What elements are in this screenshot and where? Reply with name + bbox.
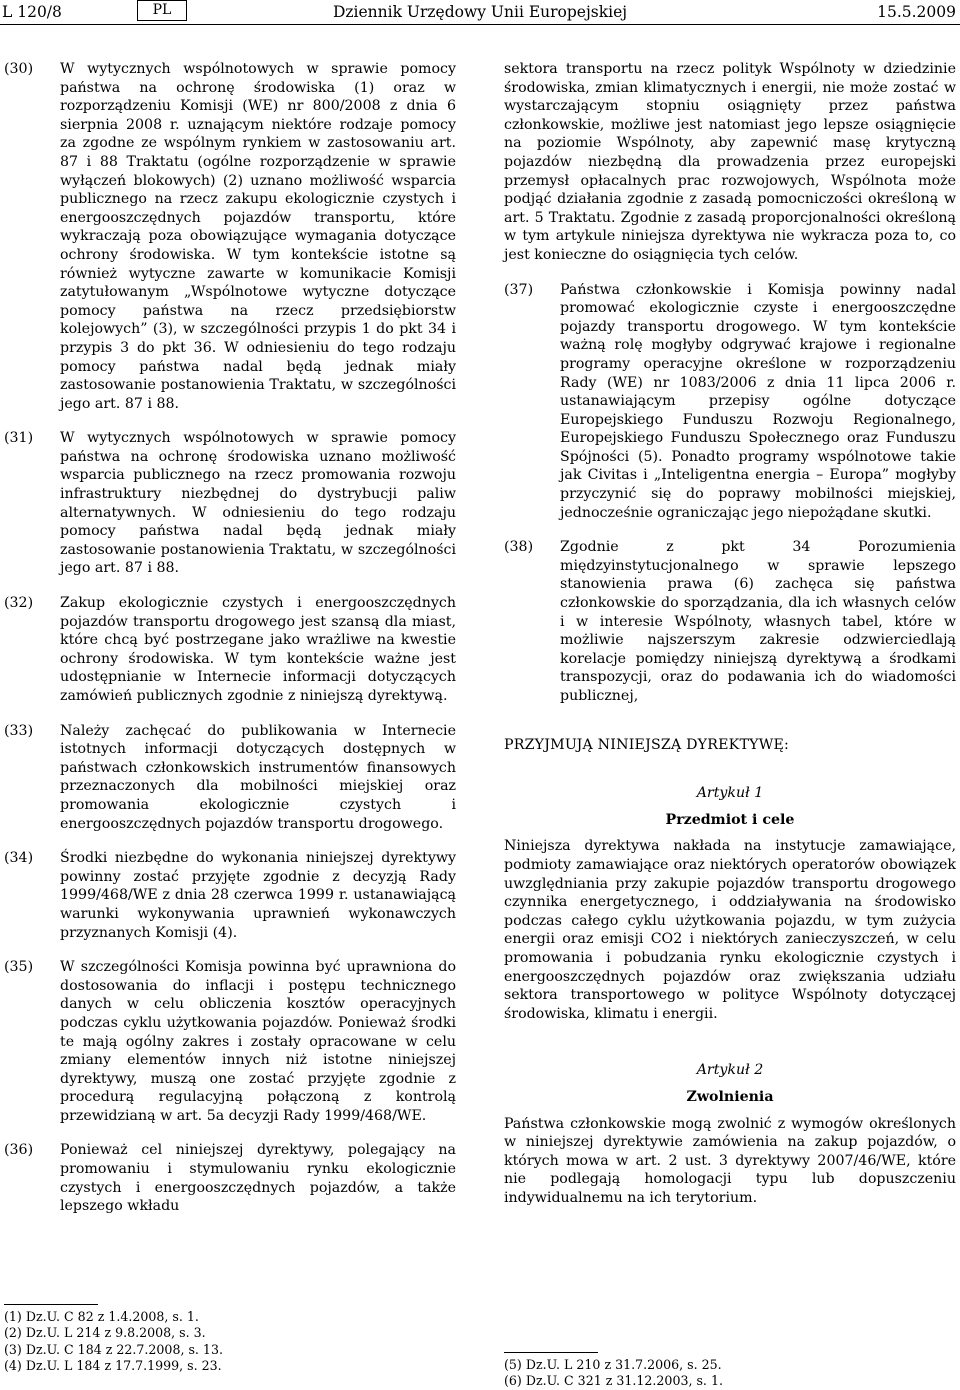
journal-title: Dziennik Urzędowy Unii Europejskiej xyxy=(332,3,628,21)
recital-text: W szczególności Komisja powinna być uprawniona do dostosowania do inflacji i postępu technicznego danych w celu obliczenia kosztów operacyjnych podczas cyklu użytkowania pojazdów. Ponieważ środki te mają ogólny zakres i zostały opracowane w celu zmiany elementów innych niż istotne niniejszej dyrektywy, muszą one zostać przyjęte zgodnie z procedurą regulacyjną połączoną z kontrolą przewidzianą w art. 5a decyzji Rady 1999/468/WE. xyxy=(60,959,456,1124)
recital-text: Należy zachęcać do publikowania w Internecie istotnych informacji dotyczących dostępnych w państwach członkowskich instrumentów finansowych przeznaczonych dla mobilności miejskiej oraz promowania ekologicznie czystych i energooszczędnych pojazdów transportu drogowego. xyxy=(60,722,456,832)
recital-number: (34) xyxy=(4,850,34,867)
recital-34 xyxy=(4,849,456,942)
footnote-6: (6) Dz.U. C 321 z 31.12.2003, s. 1. xyxy=(504,1373,723,1389)
footnote-4: (4) Dz.U. L 184 z 17.7.1999, s. 23. xyxy=(4,1358,222,1374)
recital-text: Państwa członkowskie i Komisja powinny nadal promować ekologicznie czyste i energooszczędne pojazdy transportu drogowego. W tym kontekście ważną rolę mogłyby odgrywać krajowe i regionalne programy operacyjne określone w rozporządzeniu Rady (WE) nr 1083/2006 z dnia 11 lipca 2006 r. ustanawiającym przepisy ogólne dotyczące Europejskiego Funduszu Rozwoju Regionalnego, Europejskiego Funduszu Społecznego oraz Funduszu Spójności (5). Ponadto programy wspólnotowe takie jak Civitas i „Inteligentna energia – Europa” mogłyby przyczynić się do poprawy mobilności miejskiej, jednocześnie ograniczając jego niepożądane skutki. xyxy=(560,281,956,521)
recital-number: (37) xyxy=(504,281,534,298)
recital-number: (38) xyxy=(504,539,534,556)
language-badge: PL xyxy=(137,0,187,21)
article-1-number: Artykuł 1 xyxy=(696,785,764,802)
recital-32 xyxy=(4,594,456,706)
right-footnotes xyxy=(504,1352,956,1390)
footnote-2: (2) Dz.U. L 214 z 9.8.2008, s. 3. xyxy=(4,1325,206,1341)
recital-number: (30) xyxy=(4,61,34,77)
article-2-number: Artykuł 2 xyxy=(696,1062,764,1079)
recital-number: (33) xyxy=(4,722,34,739)
recital-35 xyxy=(4,958,456,1125)
adoption-formula: PRZYJMUJĄ NINIEJSZĄ DYREKTYWĘ: xyxy=(504,736,790,753)
recital-number: (31) xyxy=(4,430,34,447)
article-2-text: Państwa członkowskie mogą zwolnić z wymogów określonych w niniejszej dyrektywie zamówienia na zakup pojazdów, o których mowa w art. 2 ust. 3 dyrektywy 2007/46/WE, które nie podlegają homologacji typu lub dopuszczeniu indywidualnemu na ich terytorium. xyxy=(504,1115,956,1206)
article-1-title: Przedmiot i cele xyxy=(665,811,795,828)
recital-36 xyxy=(4,1141,456,1215)
page-header xyxy=(0,0,960,25)
footnote-5: (5) Dz.U. L 210 z 31.7.2006, s. 25. xyxy=(504,1357,722,1372)
recital-31 xyxy=(4,429,456,578)
recital-number: (36) xyxy=(4,1142,34,1159)
left-footnotes xyxy=(4,1304,456,1375)
recital-text: Zgodnie z pkt 34 Porozumienia międzyinstytucjonalnego w sprawie lepszego stanowienia prawa (6) zachęca się państwa członkowskie do sporządzania, dla ich własnych celów i w interesie Wspólnoty, własnych tabel, które w możliwie najszerszym zakresie odzwierciedlają korelacje pomiędzy niniejszą dyrektywą a środkami transpozycji, oraz do podawania ich do wiadomości publicznej, xyxy=(560,539,956,704)
recital-37 xyxy=(504,281,956,523)
footnote-3: (3) Dz.U. C 184 z 22.7.2008, s. 13. xyxy=(4,1341,223,1357)
footnote-divider xyxy=(4,1304,98,1305)
recital-text: Zakup ekologicznie czystych i energooszczędnych pojazdów transportu drogowego jest szansą dla miast, które chcą być postrzegane jako wrażliwe na kwestie ochrony środowiska. W tym kontekście ważne jest udostępnianie w Internecie informacji dotyczących zamówień publicznych zgodnie z niniejszą dyrektywą. xyxy=(60,595,456,704)
recital-38 xyxy=(504,538,956,705)
left-column xyxy=(4,60,456,1232)
publication-date: 15.5.2009 xyxy=(877,3,956,21)
recital-number: (32) xyxy=(4,595,34,612)
article-1-text: Niniejsza dyrektywa nakłada na instytucje zamawiające, podmioty zamawiające oraz niektórych operatorów obowiązek uwzględniania przy zakupie pojazdów transportu drogowego czynnika energetycznego, i oddziaływania na środowisko podczas całego cyklu użytkowania pojazdu, w tym zużycia energii oraz emisji CO2 i niektórych zanieczyszczeń, w celu promowania i pobudzania rynku ekologicznie czystych i energooszczędnych pojazdów oraz zwiększania udziału sektora transportowego w polityce Wspólnoty dotyczącej środowiska, klimatu i energii. xyxy=(504,838,956,1022)
recital-36-continuation: sektora transportu na rzecz polityk Wspólnoty w dziedzinie środowiska, zmian klimatycznych i energii, nie może zostać w wystarczającym stopniu osiągnięty przez państwa członkowskie, możliwe jest natomiast jego lepsze osiągnięcie na poziomie Wspólnoty, aby zapewnić masę krytyczną pojazdów niezbędną dla prowadzenia przez europejski przemysł opłacalnych prac rozwojowych, Wspólnota może podjąć działania zgodnie z zasadą pomocniczości określoną w art. 5 Traktatu. Zgodnie z zasadą proporcjonalności określoną w tym artykule niniejsza dyrektywa nie wykracza poza to, co jest konieczne do osiągnięcia tych celów. xyxy=(504,61,956,263)
footnote-divider xyxy=(504,1352,598,1353)
recital-text: Środki niezbędne do wykonania niniejszej dyrektywy powinny zostać przyjęte zgodnie z decyzją Rady 1999/468/WE z dnia 28 czerwca 1999 r. ustanawiającą warunki wykonywania uprawnień wykonawczych przyznanych Komisji (4). xyxy=(60,850,456,941)
recital-number: (35) xyxy=(4,959,34,976)
recital-30 xyxy=(4,60,456,413)
recital-text: W wytycznych wspólnotowych w sprawie pomocy państwa na ochronę środowiska (1) oraz w rozporządzeniu Komisji (WE) nr 800/2008 z dnia 6 sierpnia 2008 r. uznającym niektóre rodzaje pomocy za zgodne ze wspólnym rynkiem w zastosowaniu art. 87 i 88 Traktatu (ogólne rozporządzenie w sprawie wyłączeń blokowych) (2) uznano możliwość wsparcia publicznego na rzecz zakupu ekologicznie czystych i energooszczędnych pojazdów transportu, które wykraczają poza obowiązujące wymagania dotyczące ochrony środowiska. W tym kontekście istotne są również wytyczne zawarte w komunikacie Komisji zatytułowanym „Wspólnotowe wytyczne dotyczące pomocy państwa na rzecz przedsiębiorstw kolejowych” (3), w szczególności przypis 1 do pkt 34 i przypis 3 do pkt 36. W odniesieniu do tego rodzaju pomocy państwa nadal będą jednak miały zastosowanie postanowienia Traktatu, w szczególności jego art. 87 i 88. xyxy=(60,61,456,412)
right-column xyxy=(504,60,956,1245)
footnote-1: (1) Dz.U. C 82 z 1.4.2008, s. 1. xyxy=(4,1309,199,1324)
page-number: L 120/8 xyxy=(2,3,62,21)
recital-text: Ponieważ cel niniejszej dyrektywy, polegający na promowaniu i stymulowaniu rynku ekologicznie czystych i energooszczędnych pojazdów, a także lepszego wkładu xyxy=(60,1142,456,1215)
recital-33 xyxy=(4,722,456,834)
recital-text: W wytycznych wspólnotowych w sprawie pomocy państwa na ochronę środowiska uznano możliwość wsparcia publicznego na rzecz promowania rozwoju infrastruktury niezbędnej do dystrybucji paliw alternatywnych. W odniesieniu do tego rodzaju pomocy państwa nadal będą jednak miały zastosowanie postanowienia Traktatu, w szczególności jego art. 87 i 88. xyxy=(60,430,456,577)
article-2-title: Zwolnienia xyxy=(686,1088,774,1105)
